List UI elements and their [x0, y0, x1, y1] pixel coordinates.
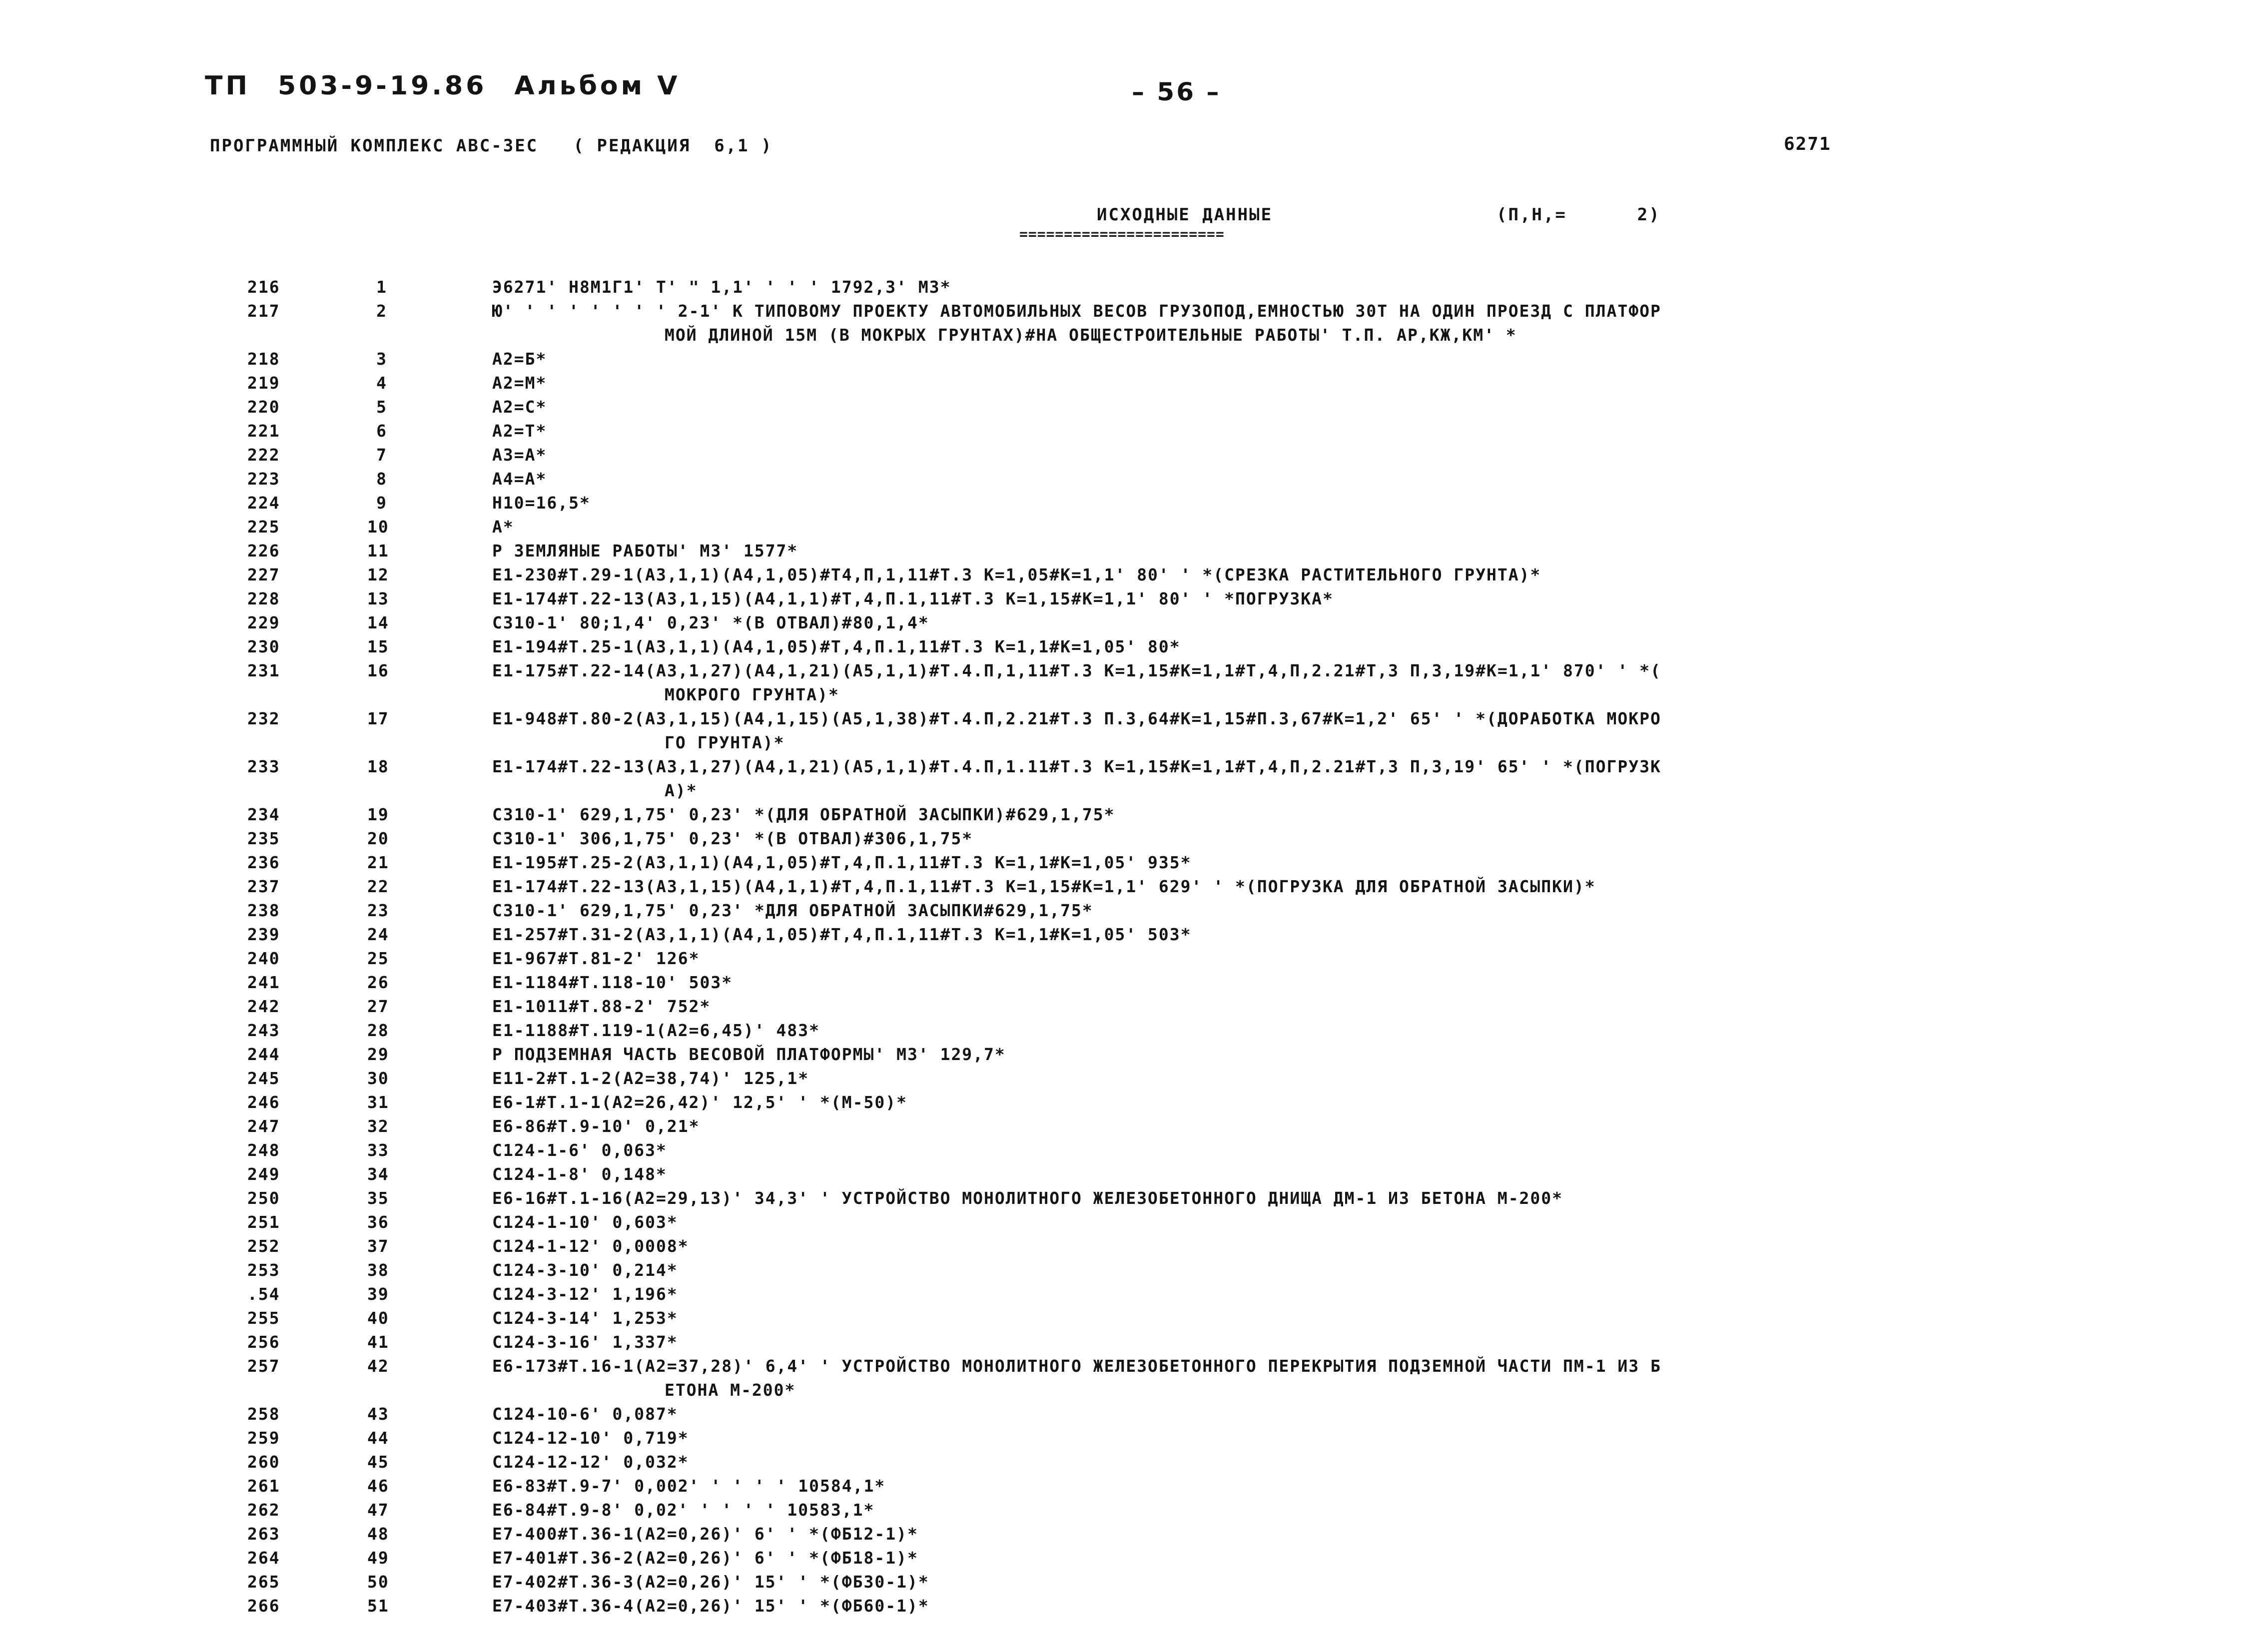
row-statement: Э6271' Н8М1Г1' Т' " 1,1' ' ' ' 1792,3' М3* [492, 277, 951, 297]
row-statement: С124-3-10' 0,214* [492, 1260, 678, 1280]
row-index: 7 [376, 445, 387, 465]
row-statement: С124-12-12' 0,032* [492, 1452, 689, 1472]
section-title: ИСХОДНЫЕ ДАННЫЕ [1097, 205, 1273, 225]
listing-row [0, 1093, 2242, 1116]
row-statement: Е7-403#Т.36-4(А2=0,26)' 15' ' *(ФБ60-1)* [492, 1596, 929, 1616]
row-line-number: 242 [247, 997, 280, 1016]
row-index: 43 [367, 1404, 389, 1424]
row-index: 11 [367, 541, 389, 560]
listing-row [0, 421, 2242, 445]
row-statement: А2=М* [492, 373, 547, 393]
listing-row [0, 397, 2242, 421]
listing-row [0, 1164, 2242, 1188]
row-statement: Е1-1188#Т.119-1(А2=6,45)' 483* [492, 1021, 820, 1040]
row-line-number: 228 [247, 589, 280, 608]
row-statement: С310-1' 629,1,75' 0,23' *(ДЛЯ ОБРАТНОЙ ЗАСЫПКИ)#629,1,75* [492, 805, 1115, 824]
row-index: 24 [367, 925, 389, 944]
listing-row [0, 349, 2242, 373]
row-statement: Е1-195#Т.25-2(А3,1,1)(А4,1,05)#Т,4,П.1,11#Т.3 К=1,1#К=1,05' 935* [492, 853, 1192, 872]
software-subtitle: ПРОГРАММНЫЙ КОМПЛЕКС АВС-3ЕС ( РЕДАКЦИЯ 6,1 ) [210, 136, 773, 156]
listing-row [0, 829, 2242, 853]
listing-row [0, 1572, 2242, 1596]
listing-row [0, 445, 2242, 469]
row-index: 34 [367, 1164, 389, 1184]
row-line-number: 238 [247, 901, 280, 920]
row-line-number: 223 [247, 469, 280, 489]
row-line-number: 231 [247, 661, 280, 680]
row-index: 17 [367, 709, 389, 728]
row-index: 48 [367, 1524, 389, 1544]
row-index: 5 [376, 397, 387, 417]
row-line-number: 246 [247, 1093, 280, 1112]
row-line-number: 234 [247, 805, 280, 824]
row-line-number: 252 [247, 1236, 280, 1256]
row-statement: Е11-2#Т.1-2(А2=38,74)' 125,1* [492, 1069, 809, 1088]
listing-row [0, 1212, 2242, 1236]
row-line-number: 240 [247, 949, 280, 968]
row-statement: А2=С* [492, 397, 547, 417]
row-statement: С310-1' 306,1,75' 0,23' *(В ОТВАЛ)#306,1,75* [492, 829, 973, 848]
row-line-number: 257 [247, 1356, 280, 1376]
row-line-number: 256 [247, 1332, 280, 1352]
row-statement: Е6-1#Т.1-1(А2=26,42)' 12,5' ' *(М-50)* [492, 1093, 907, 1112]
listing-row [0, 589, 2242, 613]
row-index: 23 [367, 901, 389, 920]
listing-row [0, 1260, 2242, 1284]
page-number: – 56 – [1132, 77, 1221, 106]
listing-row [0, 805, 2242, 829]
row-line-number: 258 [247, 1404, 280, 1424]
row-statement: С124-1-6' 0,063* [492, 1140, 667, 1160]
row-statement: С124-3-16' 1,337* [492, 1332, 678, 1352]
listing-row [0, 1524, 2242, 1548]
row-index: 25 [367, 949, 389, 968]
row-line-number: 225 [247, 517, 280, 537]
listing-row [0, 1308, 2242, 1332]
row-index: 22 [367, 877, 389, 896]
row-index: 51 [367, 1596, 389, 1616]
row-line-number: 259 [247, 1428, 280, 1448]
input-listing [0, 277, 2242, 1620]
row-statement: Е6-16#Т.1-16(А2=29,13)' 34,3' ' УСТРОЙСТВО МОНОЛИТНОГО ЖЕЛЕЗОБЕТОННОГО ДНИЩА ДМ-1 ИЗ БЕТОНА М-200* [492, 1188, 1563, 1208]
listing-row [0, 1332, 2242, 1356]
row-line-number: 253 [247, 1260, 280, 1280]
row-index: 15 [367, 637, 389, 656]
row-statement: Е6-86#Т.9-10' 0,21* [492, 1116, 700, 1136]
row-line-number: 250 [247, 1188, 280, 1208]
listing-row [0, 709, 2242, 757]
row-index: 9 [376, 493, 387, 513]
row-statement: Е1-257#Т.31-2(А3,1,1)(А4,1,05)#Т,4,П.1,11#Т.3 К=1,1#К=1,05' 503* [492, 925, 1192, 944]
row-index: 8 [376, 469, 387, 489]
row-statement: С124-1-10' 0,603* [492, 1212, 678, 1232]
row-line-number: 264 [247, 1548, 280, 1568]
row-line-number: 217 [247, 301, 280, 321]
row-line-number: 218 [247, 349, 280, 369]
row-line-number: 255 [247, 1308, 280, 1328]
listing-row [0, 1596, 2242, 1620]
row-index: 27 [367, 997, 389, 1016]
row-index: 28 [367, 1021, 389, 1040]
listing-row [0, 997, 2242, 1021]
row-line-number: 249 [247, 1164, 280, 1184]
row-statement: Е7-400#Т.36-1(А2=0,26)' 6' ' *(ФБ12-1)* [492, 1524, 918, 1544]
row-index: 18 [367, 757, 389, 776]
row-statement: Е1-194#Т.25-1(А3,1,1)(А4,1,05)#Т,4,П.1,11#Т.3 К=1,1#К=1,05' 80* [492, 637, 1181, 656]
row-index: 41 [367, 1332, 389, 1352]
row-statement-continuation: ЕТОНА М-200* [665, 1380, 796, 1400]
listing-row [0, 1140, 2242, 1164]
row-statement: Е1-1184#Т.118-10' 503* [492, 973, 733, 992]
listing-row [0, 1500, 2242, 1524]
row-line-number: 241 [247, 973, 280, 992]
listing-row [0, 1476, 2242, 1500]
row-statement: Р ПОДЗЕМНАЯ ЧАСТЬ ВЕСОВОЙ ПЛАТФОРМЫ' М3' 129,7* [492, 1045, 1006, 1064]
row-index: 29 [367, 1045, 389, 1064]
row-statement: С124-1-8' 0,148* [492, 1164, 667, 1184]
row-line-number: 229 [247, 613, 280, 632]
row-statement: Е1-967#Т.81-2' 126* [492, 949, 700, 968]
row-statement: А2=Т* [492, 421, 547, 441]
row-line-number: 222 [247, 445, 280, 465]
row-line-number: 219 [247, 373, 280, 393]
row-statement-continuation: МОЙ ДЛИНОЙ 15М (В МОКРЫХ ГРУНТАХ)#НА ОБЩЕСТРОИТЕЛЬНЫЕ РАБОТЫ' Т.П. АР,КЖ,КМ' * [665, 325, 1517, 345]
row-statement: Е1-230#Т.29-1(А3,1,1)(А4,1,05)#Т4,П,1,11#Т.3 К=1,05#К=1,1' 80' ' *(СРЕЗКА РАСТИТЕЛЬНОГО ГРУНТА)* [492, 565, 1541, 584]
row-index: 40 [367, 1308, 389, 1328]
row-statement-continuation: МОКРОГО ГРУНТА)* [665, 685, 839, 704]
row-line-number: 230 [247, 637, 280, 656]
listing-row [0, 757, 2242, 805]
row-statement: С124-12-10' 0,719* [492, 1428, 689, 1448]
listing-row [0, 901, 2242, 925]
row-line-number: 226 [247, 541, 280, 560]
document-code: 6271 [1784, 134, 1831, 154]
row-statement: С124-1-12' 0,0008* [492, 1236, 689, 1256]
row-index: 12 [367, 565, 389, 584]
row-index: 38 [367, 1260, 389, 1280]
row-statement: Е7-402#Т.36-3(А2=0,26)' 15' ' *(ФБ30-1)* [492, 1572, 929, 1592]
row-index: 49 [367, 1548, 389, 1568]
row-line-number: 261 [247, 1476, 280, 1496]
row-statement: Р ЗЕМЛЯНЫЕ РАБОТЫ' М3' 1577* [492, 541, 798, 560]
row-line-number: 216 [247, 277, 280, 297]
row-statement: С310-1' 629,1,75' 0,23' *ДЛЯ ОБРАТНОЙ ЗАСЫПКИ#629,1,75* [492, 901, 1093, 920]
tp-label: ТП [205, 71, 250, 101]
row-line-number: 244 [247, 1045, 280, 1064]
row-index: 13 [367, 589, 389, 608]
listing-row [0, 613, 2242, 637]
row-index: 47 [367, 1500, 389, 1520]
listing-row [0, 1548, 2242, 1572]
row-statement: Ю' ' ' ' ' ' ' ' 2-1' К ТИПОВОМУ ПРОЕКТУ АВТОМОБИЛЬНЫХ ВЕСОВ ГРУЗОПОД,ЕМНОСТЬЮ 30Т НА ОДИН ПРОЕЗД С ПЛАТФОР [492, 301, 1661, 321]
row-index: 37 [367, 1236, 389, 1256]
row-statement-continuation: ГО ГРУНТА)* [665, 733, 785, 752]
listing-row [0, 1116, 2242, 1140]
listing-row [0, 1021, 2242, 1045]
row-index: 46 [367, 1476, 389, 1496]
row-line-number: 220 [247, 397, 280, 417]
row-index: 19 [367, 805, 389, 824]
row-statement: Е7-401#Т.36-2(А2=0,26)' 6' ' *(ФБ18-1)* [492, 1548, 918, 1568]
row-line-number: 245 [247, 1069, 280, 1088]
row-line-number: 243 [247, 1021, 280, 1040]
row-line-number: 233 [247, 757, 280, 776]
row-statement: С124-3-12' 1,196* [492, 1284, 678, 1304]
listing-row [0, 469, 2242, 493]
listing-row [0, 1428, 2242, 1452]
row-statement: Е1-175#Т.22-14(А3,1,27)(А4,1,21)(А5,1,1)#Т.4.П,1,11#Т.3 К=1,15#К=1,1#Т,4,П,2.21#Т,3 П,3,19#К=1,1' 870' ' *( [492, 661, 1661, 680]
listing-row [0, 373, 2242, 397]
row-statement: А3=А* [492, 445, 547, 465]
row-line-number: 224 [247, 493, 280, 513]
row-statement: Е1-1011#Т.88-2' 752* [492, 997, 711, 1016]
listing-row [0, 973, 2242, 997]
section-underline: ======================= [1019, 226, 1225, 242]
row-statement: С310-1' 80;1,4' 0,23' *(В ОТВАЛ)#80,1,4* [492, 613, 929, 632]
document-header [205, 71, 708, 101]
row-statement: А2=Б* [492, 349, 547, 369]
row-line-number: 247 [247, 1116, 280, 1136]
listing-row [0, 517, 2242, 541]
listing-row [0, 301, 2242, 349]
listing-row [0, 1069, 2242, 1093]
row-line-number: 262 [247, 1500, 280, 1520]
listing-row [0, 1045, 2242, 1069]
listing-row [0, 1188, 2242, 1212]
row-line-number: 251 [247, 1212, 280, 1232]
row-line-number: 221 [247, 421, 280, 441]
row-statement: Е1-174#Т.22-13(А3,1,27)(А4,1,21)(А5,1,1)#Т.4.П,1.11#Т.3 К=1,15#К=1,1#Т,4,П,2.21#Т,3 П,3,19' 65' ' *(ПОГРУЗК [492, 757, 1661, 776]
listing-row [0, 277, 2242, 301]
row-index: 45 [367, 1452, 389, 1472]
row-index: 21 [367, 853, 389, 872]
row-index: 1 [376, 277, 387, 297]
row-index: 20 [367, 829, 389, 848]
row-index: 6 [376, 421, 387, 441]
row-index: 16 [367, 661, 389, 680]
row-line-number: 263 [247, 1524, 280, 1544]
row-statement: Е6-84#Т.9-8' 0,02' ' ' ' ' 10583,1* [492, 1500, 875, 1520]
row-line-number: 227 [247, 565, 280, 584]
row-index: 3 [376, 349, 387, 369]
listing-row [0, 877, 2242, 901]
row-index: 32 [367, 1116, 389, 1136]
row-line-number: 265 [247, 1572, 280, 1592]
listing-row [0, 1404, 2242, 1428]
listing-row [0, 1356, 2242, 1404]
listing-row [0, 925, 2242, 949]
row-line-number: 248 [247, 1140, 280, 1160]
row-statement: А* [492, 517, 514, 537]
row-line-number: .54 [247, 1284, 280, 1304]
row-index: 30 [367, 1069, 389, 1088]
row-statement: С124-3-14' 1,253* [492, 1308, 678, 1328]
listing-row [0, 1452, 2242, 1476]
row-line-number: 235 [247, 829, 280, 848]
listing-row [0, 1236, 2242, 1260]
listing-row [0, 853, 2242, 877]
row-statement: А4=А* [492, 469, 547, 489]
row-index: 36 [367, 1212, 389, 1232]
row-index: 50 [367, 1572, 389, 1592]
row-index: 4 [376, 373, 387, 393]
row-line-number: 236 [247, 853, 280, 872]
row-index: 35 [367, 1188, 389, 1208]
row-index: 33 [367, 1140, 389, 1160]
row-index: 2 [376, 301, 387, 321]
row-index: 44 [367, 1428, 389, 1448]
row-statement: Е1-174#Т.22-13(А3,1,15)(А4,1,1)#Т,4,П.1,11#Т.3 К=1,15#К=1,1' 629' ' *(ПОГРУЗКА ДЛЯ ОБРАТНОЙ ЗАСЫПКИ)* [492, 877, 1596, 896]
row-line-number: 239 [247, 925, 280, 944]
row-statement-continuation: А)* [665, 781, 698, 800]
row-index: 39 [367, 1284, 389, 1304]
row-statement: Е6-173#Т.16-1(А2=37,28)' 6,4' ' УСТРОЙСТВО МОНОЛИТНОГО ЖЕЛЕЗОБЕТОННОГО ПЕРЕКРЫТИЯ ПОДЗЕМНОЙ ЧАСТИ ПМ-1 ИЗ Б [492, 1356, 1661, 1376]
listing-row [0, 493, 2242, 517]
listing-row [0, 541, 2242, 565]
listing-row [0, 661, 2242, 709]
row-line-number: 232 [247, 709, 280, 728]
row-line-number: 260 [247, 1452, 280, 1472]
listing-row [0, 949, 2242, 973]
row-index: 10 [367, 517, 389, 537]
row-statement: С124-10-6' 0,087* [492, 1404, 678, 1424]
row-index: 26 [367, 973, 389, 992]
row-statement: Е1-174#Т.22-13(А3,1,15)(А4,1,1)#Т,4,П.1,11#Т.3 К=1,15#К=1,1' 80' ' *ПОГРУЗКА* [492, 589, 1334, 608]
album-label: Альбом V [514, 71, 681, 101]
project-code: 503-9-19.86 [278, 71, 487, 101]
row-statement: Е1-948#Т.80-2(А3,1,15)(А4,1,15)(А5,1,38)#Т.4.П,2.21#Т.3 П.3,64#К=1,15#П.3,67#К=1,2' 65' ' *(ДОРАБОТКА МОКРО [492, 709, 1661, 728]
row-statement: Н10=16,5* [492, 493, 591, 513]
row-index: 14 [367, 613, 389, 632]
listing-row [0, 637, 2242, 661]
listing-row [0, 565, 2242, 589]
row-line-number: 237 [247, 877, 280, 896]
row-index: 42 [367, 1356, 389, 1376]
section-parameter: (П,Н,= 2) [1496, 205, 1661, 225]
row-statement: Е6-83#Т.9-7' 0,002' ' ' ' ' 10584,1* [492, 1476, 886, 1496]
row-index: 31 [367, 1093, 389, 1112]
listing-row [0, 1284, 2242, 1308]
row-line-number: 266 [247, 1596, 280, 1616]
